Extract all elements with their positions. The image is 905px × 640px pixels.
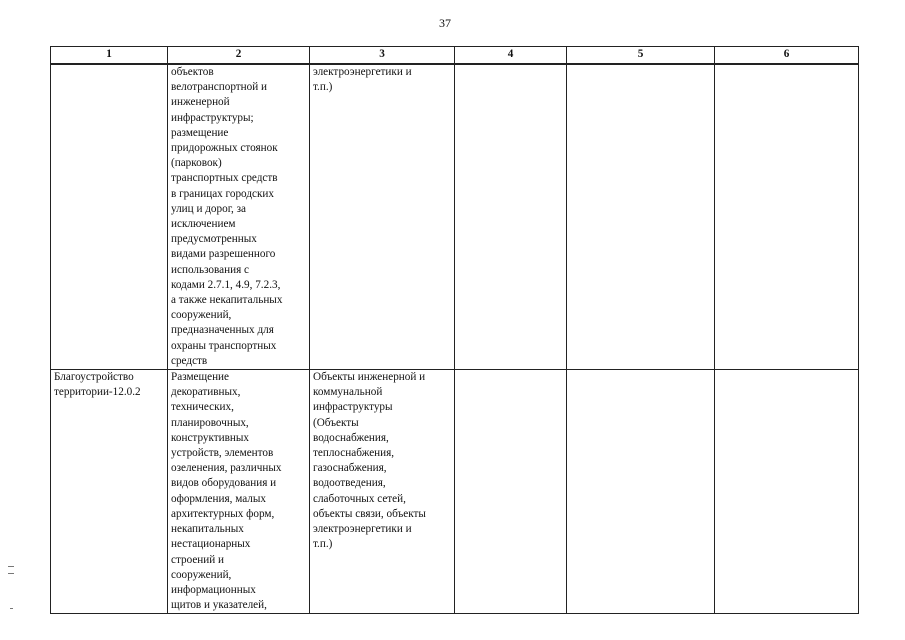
- cell-text-line: (Объекты: [313, 416, 359, 429]
- column-header-6: 6: [715, 47, 859, 65]
- cell-text-line: исключением: [171, 218, 236, 231]
- cell-text-line: объектов: [171, 66, 214, 78]
- zoning-table: [50, 46, 859, 614]
- column-header-2: 2: [168, 47, 310, 65]
- cell-text-line: предназначенных для: [171, 324, 274, 337]
- column-header-4: 4: [455, 47, 567, 65]
- cell-col1: [51, 370, 168, 614]
- cell-col1: [51, 64, 168, 370]
- cell-text-line: т.п.): [313, 81, 333, 94]
- cell-text-line: Объекты инженерной и: [313, 371, 426, 384]
- cell-text-line: электроэнергетики и: [313, 66, 412, 78]
- cell-text-line: оформления, малых: [171, 492, 266, 505]
- cell-text-line: видами разрешенного: [171, 248, 276, 261]
- cell-text-line: планировочных,: [171, 416, 249, 429]
- cell-col2: [168, 64, 310, 370]
- cell-text-line: кодами 2.7.1, 4.9, 7.2.3,: [171, 278, 281, 291]
- cell-text-line: (парковок): [171, 157, 222, 170]
- cell-text-line: охраны транспортных: [171, 339, 277, 352]
- cell-col4: [455, 64, 567, 370]
- column-header-3: 3: [310, 47, 455, 65]
- cell-text-line: декоративных,: [171, 386, 241, 399]
- cell-col4: [455, 370, 567, 614]
- margin-mark: [8, 566, 14, 574]
- cell-text-line: территории-12.0.2: [54, 386, 141, 399]
- cell-col3: [310, 370, 455, 614]
- cell-col2: [168, 370, 310, 614]
- cell-text-line: озеленения, различных: [171, 462, 282, 475]
- cell-text-line: некапитальных: [171, 523, 244, 536]
- cell-text-line: устройств, элементов: [171, 447, 274, 460]
- cell-text-line: инженерной: [171, 96, 230, 109]
- cell-text-line: в границах городских: [171, 187, 274, 200]
- cell-text-line: т.п.): [313, 538, 333, 551]
- cell-text-line: архитектурных форм,: [171, 507, 275, 520]
- cell-text-line: средств: [171, 354, 208, 367]
- cell-text-line: сооружений,: [171, 568, 232, 581]
- cell-text-line: предусмотренных: [171, 233, 257, 246]
- cell-text-line: Размещение: [171, 371, 230, 384]
- margin-tick: [10, 608, 13, 609]
- cell-text-line: Благоустройство: [54, 371, 134, 384]
- cell-text-line: а также некапитальных: [171, 294, 283, 307]
- cell-text-line: конструктивных: [171, 431, 250, 444]
- column-header-5: 5: [567, 47, 715, 65]
- cell-text-line: водоснабжения,: [313, 431, 389, 444]
- cell-text-line: инфраструктуры: [313, 401, 393, 414]
- cell-text-line: придорожных стоянок: [171, 142, 278, 155]
- cell-text-line: нестационарных: [171, 538, 251, 551]
- cell-col3: [310, 64, 455, 370]
- cell-text-line: транспортных средств: [171, 172, 278, 185]
- cell-text-line: использования с: [171, 263, 250, 276]
- cell-text-line: строений и: [171, 553, 225, 566]
- cell-text-line: информационных: [171, 583, 256, 596]
- cell-text-line: улиц и дорог, за: [171, 202, 247, 215]
- cell-col5: [567, 370, 715, 614]
- cell-text-line: размещение: [171, 126, 229, 139]
- cell-text-line: инфраструктуры;: [171, 111, 254, 124]
- cell-text-line: велотранспортной и: [171, 81, 268, 94]
- cell-text-line: слаботочных сетей,: [313, 492, 406, 505]
- table-row: [51, 64, 859, 370]
- page-number: 37: [439, 16, 451, 30]
- table-row: [51, 370, 859, 614]
- cell-text-line: электроэнергетики и: [313, 523, 412, 536]
- cell-text-line: коммунальной: [313, 386, 383, 399]
- header-row: [51, 47, 859, 65]
- cell-col5: [567, 64, 715, 370]
- cell-text-line: видов оборудования и: [171, 477, 277, 490]
- cell-text-line: теплоснабжения,: [313, 447, 395, 460]
- cell-col6: [715, 370, 859, 614]
- cell-text-line: газоснабжения,: [313, 462, 387, 475]
- cell-text-line: объекты связи, объекты: [313, 507, 426, 520]
- cell-col6: [715, 64, 859, 370]
- column-header-1: 1: [51, 47, 168, 65]
- cell-text-line: сооружений,: [171, 309, 232, 322]
- cell-text-line: технических,: [171, 401, 234, 414]
- cell-text-line: щитов и указателей,: [171, 599, 267, 612]
- cell-text-line: водоотведения,: [313, 477, 386, 490]
